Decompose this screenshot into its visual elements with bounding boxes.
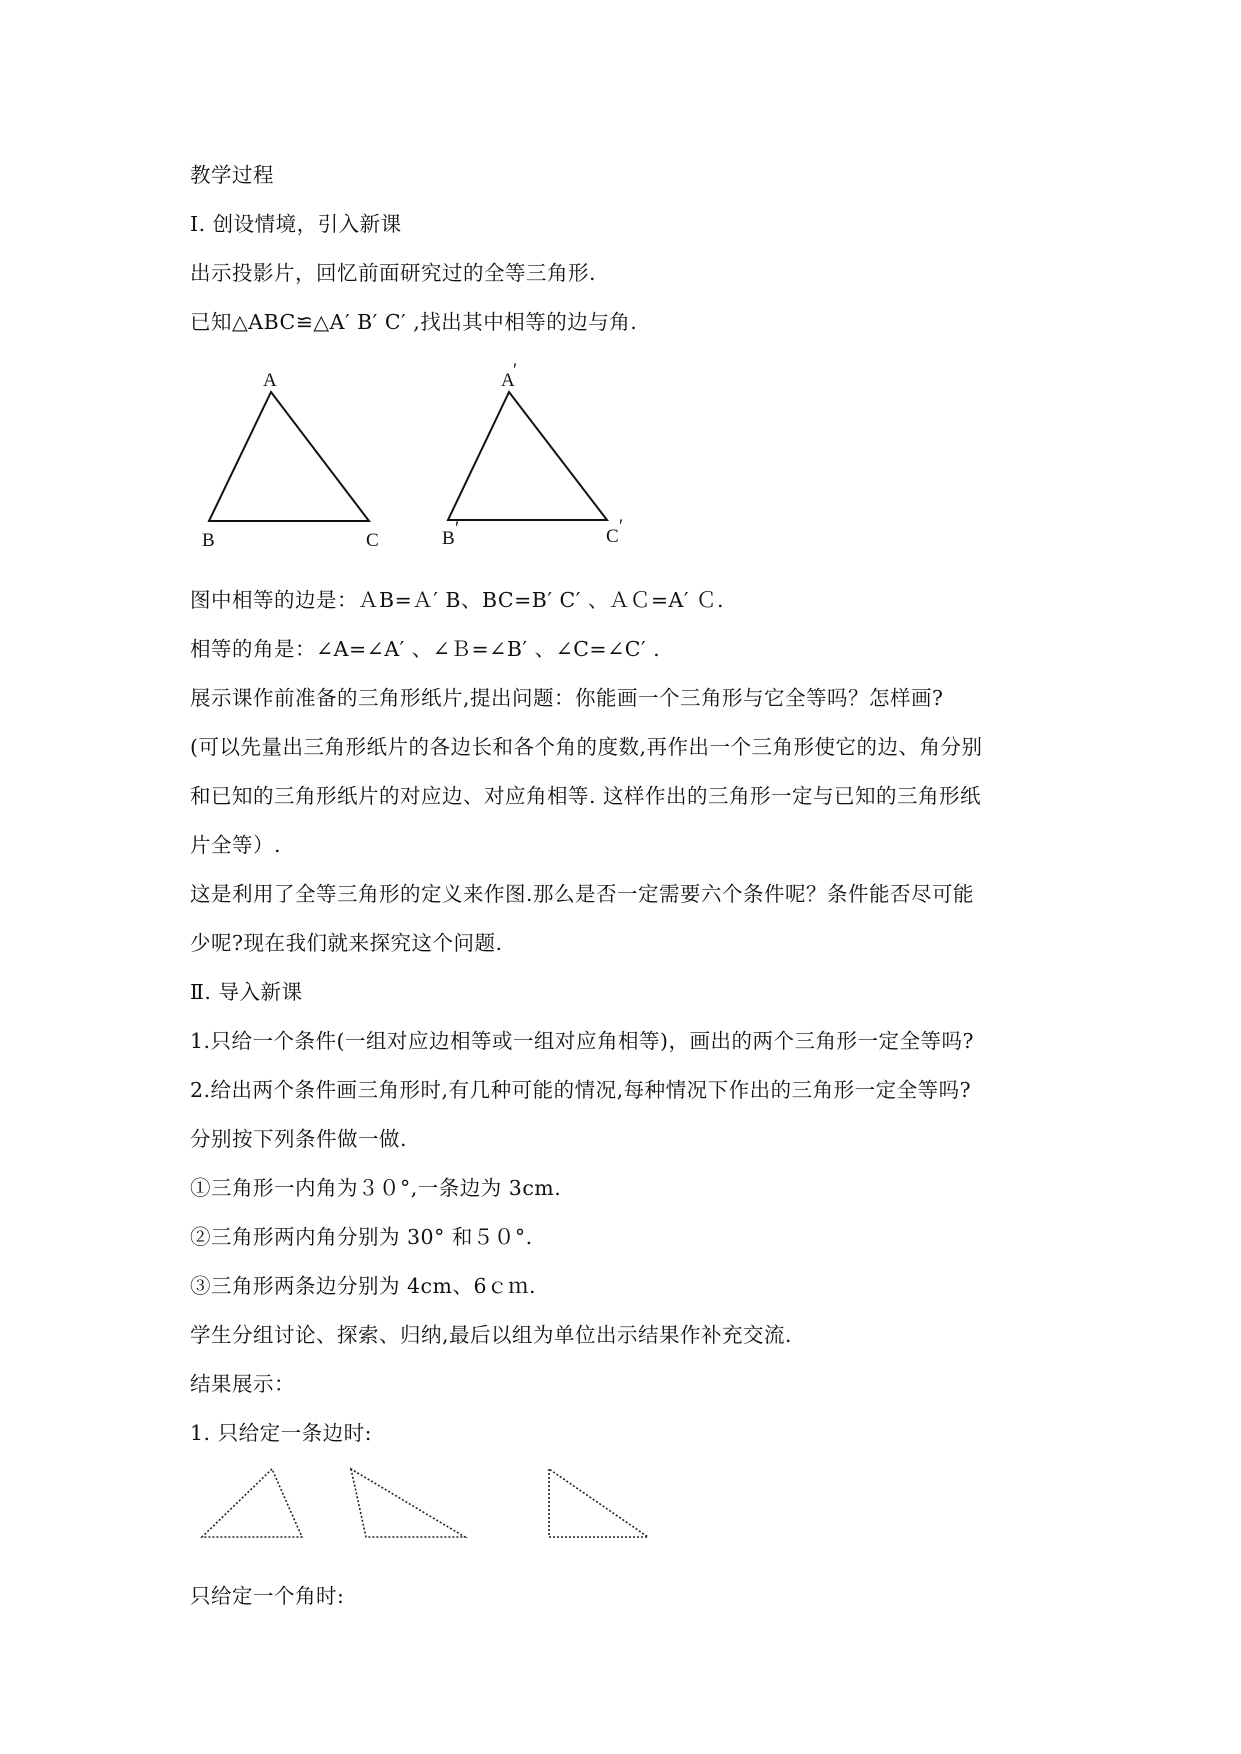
label-a: A [263,370,277,391]
label-b-prime: B [442,528,455,549]
paragraph-equal-angles: 相等的角是：∠A=∠A′ 、∠Ｂ=∠B′ 、∠C=∠C′ . [190,637,661,661]
prime-mark-a: ′ [513,362,518,381]
paragraph-show-slide: 出示投影片，回忆前面研究过的全等三角形. [190,261,597,285]
question-1: 1.只给一个条件(一组对应边相等或一组对应角相等)，画出的两个三角形一定全等吗? [190,1029,975,1053]
condition-3: ③三角形两条边分别为 4cm、6ｃｍ. [190,1274,537,1298]
doc-title: 教学过程 [190,163,274,187]
one-side-triangles-figure [190,1462,670,1552]
question-2: 2.给出两个条件画三角形时,有几种可能的情况,每种情况下作出的三角形一定全等吗? [190,1078,972,1102]
prime-mark-c: ′ [619,516,624,537]
condition-1: ①三角形一内角为３０°,一条边为 3cm. [190,1176,562,1200]
label-a-prime: A [501,370,515,391]
dotted-triangle-2 [351,1469,465,1537]
paragraph-answer-line2: 和已知的三角形纸片的对应边、对应角相等. 这样作出的三角形一定与已知的三角形纸 [190,784,982,808]
paragraph-definition-line1: 这是利用了全等三角形的定义来作图.那么是否一定需要六个条件呢？条件能否尽可能 [190,882,975,906]
section2-heading: Ⅱ. 导入新课 [190,980,303,1004]
label-c: C [366,530,379,551]
paragraph-answer-line1: (可以先量出三角形纸片的各边长和各个角的度数,再作出一个三角形使它的边、角分别 [190,735,983,759]
result-one-side: 1. 只给定一条边时: [190,1421,372,1445]
prime-mark-b: ′ [455,518,460,539]
triangle-abc [209,392,369,521]
label-b: B [202,530,215,551]
result-one-angle: 只给定一个角时: [190,1584,345,1608]
condition-2: ②三角形两内角分别为 30° 和５０°. [190,1225,533,1249]
paragraph-group-discussion: 学生分组讨论、探索、归纳,最后以组为单位出示结果作补充交流. [190,1323,793,1347]
paragraph-equal-sides: 图中相等的边是：ＡB=Ａ′ B、BC=B′ C′ 、ＡＣ=A′ Ｃ. [190,588,725,612]
dotted-triangle-3 [549,1469,648,1537]
congruent-triangles-figure [190,362,650,552]
label-c-prime: C [606,526,619,547]
paragraph-definition-line2: 少呢?现在我们就来探究这个问题. [190,931,503,955]
paragraph-follow: 分别按下列条件做一做. [190,1127,408,1151]
section1-heading: Ⅰ. 创设情境，引入新课 [190,212,402,236]
paragraph-question: 展示课作前准备的三角形纸片,提出问题：你能画一个三角形与它全等吗？怎样画? [190,686,944,710]
triangle-a1b1c1 [448,392,607,520]
paragraph-given: 已知△ABC≌△A′ B′ C′ ,找出其中相等的边与角. [190,310,638,334]
paragraph-answer-line3: 片全等）. [190,833,282,857]
dotted-triangle-1 [202,1469,302,1537]
paragraph-results: 结果展示： [190,1372,295,1396]
